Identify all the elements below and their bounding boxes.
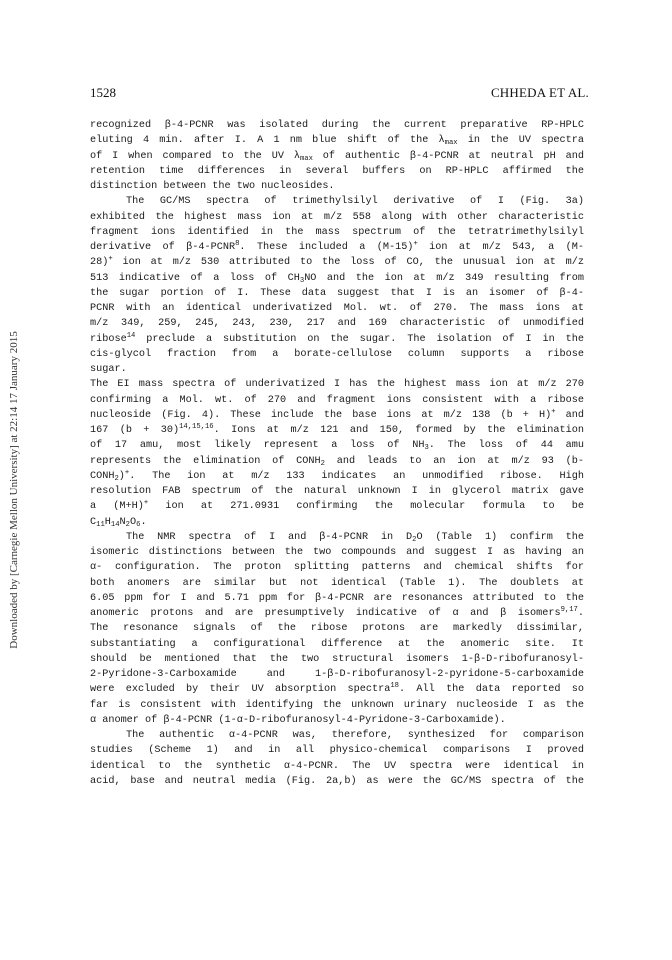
text-line: nucleoside (Fig. 4). These include the base ions at m/z 138 (b + H)+ and [90,407,584,421]
text-line: recognized β-4-PCNR was isolated during the current preparative RP-HPLC [90,120,584,131]
text-line: far is consistent with identifying the unknown urinary nucleoside I as the [90,699,584,711]
text-line: represents the elimination of $CONH_2$ and leads to an ion at m/z 93 (b- [90,455,585,468]
paragraph-start: The NMR spectra of I and β-4-PCNR in $D_2O$ (Table 1) confirm the [126,531,584,544]
text-line: isomeric distinctions between the two compounds and suggest I as having an [90,547,584,558]
text-line: 28)+ ion at m/z 530 attributed to the loss of CO, the unusual ion at m/z [90,255,584,269]
text-line: m/z 349, 259, 245, 243, 230, 217 and 169 characteristic of unmodified [90,318,584,330]
text-line: 2-Pyridone-3-Carboxamide and 1-β-D-ribofuranosyl-2-pyridone-5-carboxamide [90,669,584,680]
text-line: $CONH_2)^+$. The ion at m/z 133 indicates an unmodified ribose. High [90,468,584,483]
text-line: fragment ions identified in the mass spectrum of the tetratrimethylsilyl [90,226,584,238]
text-line: ribose$^{14}$ preclude a substitution on the sugar. The isolation of I in the [90,331,584,345]
text-line: retention time differences in several buffers on RP-HPLC affirmed the [90,165,584,177]
text-line: of 17 amu, most likely represent a loss of $NH_3$. The loss of 44 amu [90,440,584,453]
body-text [90,118,584,789]
text-line: resolution FAB spectrum of the natural unknown I in glycerol matrix gave [90,486,584,497]
running-head: CHHEDA ET AL. [490,85,589,100]
text-line: both anomers are similar but not identical (Table 1). The doublets at [90,577,584,589]
text-line: PCNR with an identical underivatized Mol. wt. of 270. The mass ions at [90,303,584,314]
text-line: exhibited the highest mass ion at m/z 558 along with other characteristic [90,211,584,223]
text-line: cis-glycol fraction from a borate-cellulose column supports a ribose [90,348,584,360]
text-line: confirming a Mol. wt. of 270 and fragment ions consistent with a ribose [90,394,584,406]
text-line: α- configuration. The proton splitting patterns and chemical shifts for [90,562,584,574]
text-line: anomeric protons and are presumptively indicative of α and β isomers$^{9,17}$. [90,606,584,619]
text-line: were excluded by their UV absorption spectra$^{18}$. All the data reported so [90,682,584,696]
molecular-formula: $C_{11}H_{14}N_2O_6$. [90,516,147,529]
text-line: a (M+H)+ ion at 271.0931 confirming the molecular formula to be [90,499,584,513]
page-number: 1528 [90,85,116,100]
text-line: identical to the synthetic α-4-PCNR. The UV spectra were identical in [90,760,584,772]
text-line: The resonance signals of the ribose protons are markedly dissimilar, [90,623,584,635]
text-line: 513 indicative of a loss of $CH_3NO$ and the ion at m/z 349 resulting from [90,272,584,285]
text-line: derivative of β-4-PCNR$^8$. These included a (M-15)+ ion at m/z 543, a (M- [90,240,585,253]
text-line: sugar. [90,364,127,375]
download-watermark-text: Downloaded by [Carnegie Mellon University] at 22:14 17 January 2015 [8,331,20,649]
text-line: of I when compared to the UV $\lambda_{max}$ of authentic β-4-PCNR at neutral pH and [90,150,584,163]
paragraph-start: The EI mass spectra of underivatized I has the highest mass ion at m/z 270 [90,379,584,391]
text-line: distinction between the two nucleosides. [90,181,335,192]
text-line: studies (Scheme 1) and in all physico-chemical comparisons I proved [90,745,584,757]
text-line: 167 $(b + 30)^{14,15,16}$. Ions at m/z 121 and 150, formed by the elimination [90,423,584,436]
text-line: the sugar portion of I. These data suggest that I is an isomer of β-4- [90,287,584,299]
text-line: 6.05 ppm for I and 5.71 ppm for β-4-PCNR are resonances attributed to the [90,592,584,604]
text-line: substantiating a configurational difference at the anomeric site. It [90,638,584,650]
text-line: acid, base and neutral media (Fig. 2a,b) as were the GC/MS spectra of the [90,775,584,787]
paragraph-start: The authentic α-4-PCNR was, therefore, synthesized for comparison [126,730,584,741]
download-watermark [6,200,22,780]
text-line: α anomer of β-4-PCNR (1-α-D-ribofuranosyl-4-Pyridone-3-Carboxamide). [90,714,506,726]
text-line: eluting 4 min. after I. A 1 nm blue shift of the $\lambda_{max}$ in the UV spectra [90,135,584,148]
text-line: should be mentioned that the two structural isomers 1-β-D-ribofuranosyl- [90,653,584,665]
paragraph-start: The GC/MS spectra of trimethylsilyl derivative of I (Fig. 3a) [126,196,584,208]
